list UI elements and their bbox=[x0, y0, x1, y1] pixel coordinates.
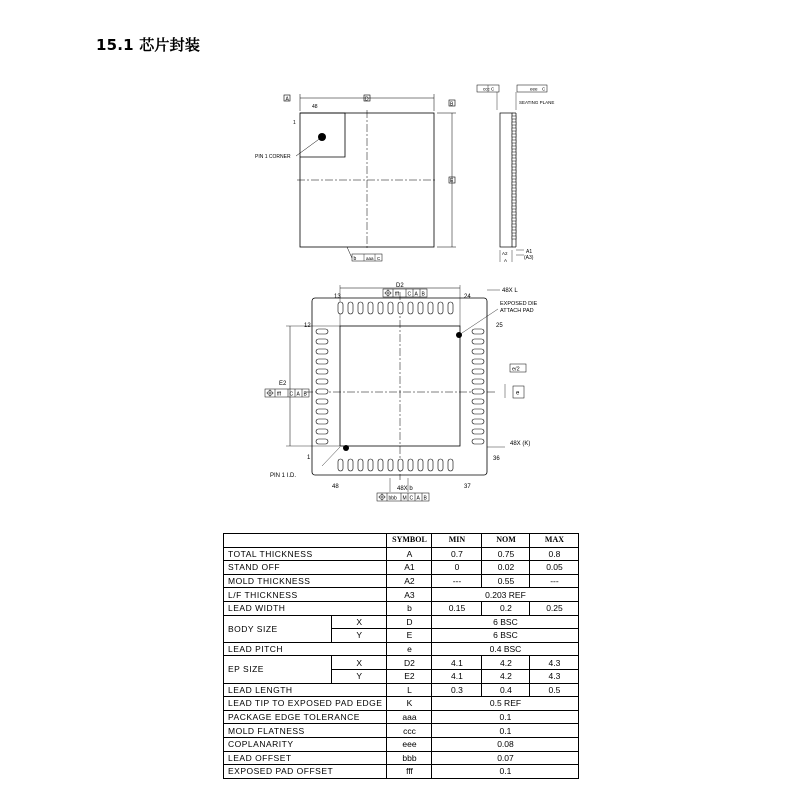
table-row bbox=[224, 683, 579, 697]
min-cell: --- bbox=[432, 574, 482, 588]
min-cell: 0.15 bbox=[432, 601, 482, 615]
table-row bbox=[224, 642, 579, 656]
symbol-cell: E2 bbox=[387, 669, 432, 683]
seating-plane-label: SEATING PLANE bbox=[519, 100, 555, 105]
side-a3-label: (A3) bbox=[524, 255, 534, 261]
lead-length-label: 48X L bbox=[502, 288, 518, 294]
header-symbol: SYMBOL bbox=[387, 534, 432, 548]
fcf-left-b: B bbox=[303, 391, 307, 398]
symbol-cell: eee bbox=[387, 737, 432, 751]
side-fcf-c: C bbox=[491, 86, 495, 92]
bottom-pin-37: 37 bbox=[464, 484, 471, 490]
fcf-top-a: A bbox=[414, 291, 418, 298]
e-label: e bbox=[516, 390, 520, 397]
pin1-id-dot bbox=[343, 445, 349, 451]
max-cell: 4.3 bbox=[530, 669, 579, 683]
fcf-bot-m: M bbox=[402, 495, 407, 502]
param-cell: LEAD WIDTH bbox=[224, 601, 387, 615]
min-cell: 0 bbox=[432, 561, 482, 575]
datum-a-label: A bbox=[285, 96, 289, 103]
symbol-cell: A3 bbox=[387, 588, 432, 602]
e-half-label: e/2 bbox=[512, 366, 520, 373]
pin1-corner-label: PIN 1 CORNER bbox=[255, 154, 291, 160]
table-row bbox=[224, 724, 579, 738]
axis-cell: Y bbox=[331, 629, 387, 643]
param-cell: LEAD OFFSET bbox=[224, 751, 387, 765]
value-span-cell: 6 BSC bbox=[432, 629, 579, 643]
dim-d-label: D bbox=[365, 96, 369, 103]
side-a-label: A bbox=[504, 258, 508, 263]
min-cell: 0.7 bbox=[432, 547, 482, 561]
bottom-pin-25: 25 bbox=[496, 323, 503, 329]
bottom-pin-13: 13 bbox=[334, 294, 341, 300]
pin1-corner-dot bbox=[318, 133, 326, 141]
max-cell: 0.05 bbox=[530, 561, 579, 575]
param-cell: LEAD PITCH bbox=[224, 642, 387, 656]
param-cell: STAND OFF bbox=[224, 561, 387, 575]
table-row bbox=[224, 588, 579, 602]
param-cell: COPLANARITY bbox=[224, 737, 387, 751]
table-row bbox=[224, 710, 579, 724]
fcf-bot-a: A bbox=[416, 495, 420, 502]
nom-cell: 4.2 bbox=[482, 669, 530, 683]
dimension-table bbox=[223, 533, 579, 779]
k-label: 48X (K) bbox=[510, 441, 531, 447]
axis-cell: Y bbox=[331, 669, 387, 683]
symbol-cell: D2 bbox=[387, 656, 432, 670]
bottom-pin-1: 1 bbox=[307, 455, 311, 461]
top-pin-48: 48 bbox=[312, 104, 318, 110]
value-span-cell: 0.4 BSC bbox=[432, 642, 579, 656]
symbol-cell: A1 bbox=[387, 561, 432, 575]
min-cell: 4.1 bbox=[432, 669, 482, 683]
symbol-cell: aaa bbox=[387, 710, 432, 724]
value-span-cell: 0.1 bbox=[432, 765, 579, 779]
table-header-row bbox=[224, 534, 579, 548]
bottom-pin-36: 36 bbox=[493, 456, 500, 462]
param-cell: EXPOSED PAD OFFSET bbox=[224, 765, 387, 779]
top-pin-1: 1 bbox=[293, 120, 296, 126]
nom-cell: 0.55 bbox=[482, 574, 530, 588]
symbol-cell: e bbox=[387, 642, 432, 656]
max-cell: 0.25 bbox=[530, 601, 579, 615]
symbol-cell: A bbox=[387, 547, 432, 561]
param-cell: L/F THICKNESS bbox=[224, 588, 387, 602]
axis-cell: X bbox=[331, 656, 387, 670]
fcf-top-b: B bbox=[421, 291, 425, 298]
top-tol-aaa: aaa bbox=[366, 256, 374, 261]
param-cell: MOLD FLATNESS bbox=[224, 724, 387, 738]
symbol-cell: L bbox=[387, 683, 432, 697]
axis-cell: X bbox=[331, 615, 387, 629]
side-a1-label: A1 bbox=[526, 249, 533, 255]
table-row bbox=[224, 601, 579, 615]
nom-cell: 4.2 bbox=[482, 656, 530, 670]
fcf-bot-bbb: bbb bbox=[388, 495, 397, 502]
symbol-cell: b bbox=[387, 601, 432, 615]
nom-cell: 0.75 bbox=[482, 547, 530, 561]
top-tol-c: C bbox=[377, 256, 381, 261]
fcf-left-fff: fff bbox=[277, 391, 281, 398]
param-cell: BODY SIZE bbox=[224, 615, 332, 642]
table-row bbox=[224, 547, 579, 561]
table-row bbox=[224, 751, 579, 765]
exposed-pad-label-2: ATTACH PAD bbox=[500, 308, 534, 314]
section-heading: 15.1 芯片封装 bbox=[96, 36, 201, 54]
param-cell: PACKAGE EDGE TOLERANCE bbox=[224, 710, 387, 724]
symbol-cell: fff bbox=[387, 765, 432, 779]
max-cell: 4.3 bbox=[530, 656, 579, 670]
table-row bbox=[224, 697, 579, 711]
table-row bbox=[224, 574, 579, 588]
param-cell: LEAD TIP TO EXPOSED PAD EDGE bbox=[224, 697, 387, 711]
side-fcf-eee: eee bbox=[530, 86, 538, 92]
header-blank bbox=[224, 534, 387, 548]
param-cell: MOLD THICKNESS bbox=[224, 574, 387, 588]
max-cell: 0.8 bbox=[530, 547, 579, 561]
table-row bbox=[224, 656, 579, 670]
bottom-pin-48: 48 bbox=[332, 484, 339, 490]
fcf-top-c: C bbox=[407, 291, 412, 298]
symbol-cell: A2 bbox=[387, 574, 432, 588]
exposed-pad-dot bbox=[456, 332, 462, 338]
min-cell: 0.3 bbox=[432, 683, 482, 697]
fcf-left-a: A bbox=[296, 391, 300, 398]
header-max: MAX bbox=[530, 534, 579, 548]
value-span-cell: 6 BSC bbox=[432, 615, 579, 629]
table-row bbox=[224, 561, 579, 575]
side-a2-label: A2 bbox=[502, 251, 508, 256]
fcf-top-fff: fff bbox=[395, 291, 399, 298]
d2-label: D2 bbox=[396, 283, 404, 289]
pin1-id-label: PIN 1 I.D. bbox=[270, 473, 297, 479]
top-tol-b: b bbox=[353, 256, 357, 262]
e2-label: E2 bbox=[279, 381, 287, 387]
fcf-left-c: C bbox=[289, 391, 294, 398]
header-nom: NOM bbox=[482, 534, 530, 548]
symbol-cell: E bbox=[387, 629, 432, 643]
symbol-cell: K bbox=[387, 697, 432, 711]
param-cell: LEAD LENGTH bbox=[224, 683, 387, 697]
table-row bbox=[224, 615, 579, 629]
fcf-bot-b: B bbox=[423, 495, 427, 502]
table-row bbox=[224, 765, 579, 779]
symbol-cell: D bbox=[387, 615, 432, 629]
max-cell: 0.5 bbox=[530, 683, 579, 697]
dim-e-label: E bbox=[450, 178, 454, 184]
b-label: 48X b bbox=[397, 486, 413, 492]
min-cell: 4.1 bbox=[432, 656, 482, 670]
exposed-pad-label-1: EXPOSED DIE bbox=[500, 301, 538, 307]
table-row bbox=[224, 737, 579, 751]
value-span-cell: 0.1 bbox=[432, 724, 579, 738]
nom-cell: 0.2 bbox=[482, 601, 530, 615]
value-span-cell: 0.203 REF bbox=[432, 588, 579, 602]
bottom-body-outline bbox=[312, 298, 487, 475]
side-leads bbox=[512, 116, 516, 239]
nom-cell: 0.4 bbox=[482, 683, 530, 697]
fcf-bot-c: C bbox=[409, 495, 414, 502]
value-span-cell: 0.1 bbox=[432, 710, 579, 724]
symbol-cell: bbb bbox=[387, 751, 432, 765]
datum-b-label: B bbox=[450, 101, 454, 108]
side-body-outline bbox=[500, 113, 512, 247]
header-min: MIN bbox=[432, 534, 482, 548]
side-fcf-ccc: ccc bbox=[483, 86, 490, 92]
value-span-cell: 0.07 bbox=[432, 751, 579, 765]
param-cell: TOTAL THICKNESS bbox=[224, 547, 387, 561]
bottom-pin-24: 24 bbox=[464, 294, 471, 300]
symbol-cell: ccc bbox=[387, 724, 432, 738]
nom-cell: 0.02 bbox=[482, 561, 530, 575]
bottom-pin-12: 12 bbox=[304, 323, 311, 329]
side-datum-c: C bbox=[542, 86, 546, 92]
value-span-cell: 0.5 REF bbox=[432, 697, 579, 711]
value-span-cell: 0.08 bbox=[432, 737, 579, 751]
max-cell: --- bbox=[530, 574, 579, 588]
param-cell: EP SIZE bbox=[224, 656, 332, 683]
